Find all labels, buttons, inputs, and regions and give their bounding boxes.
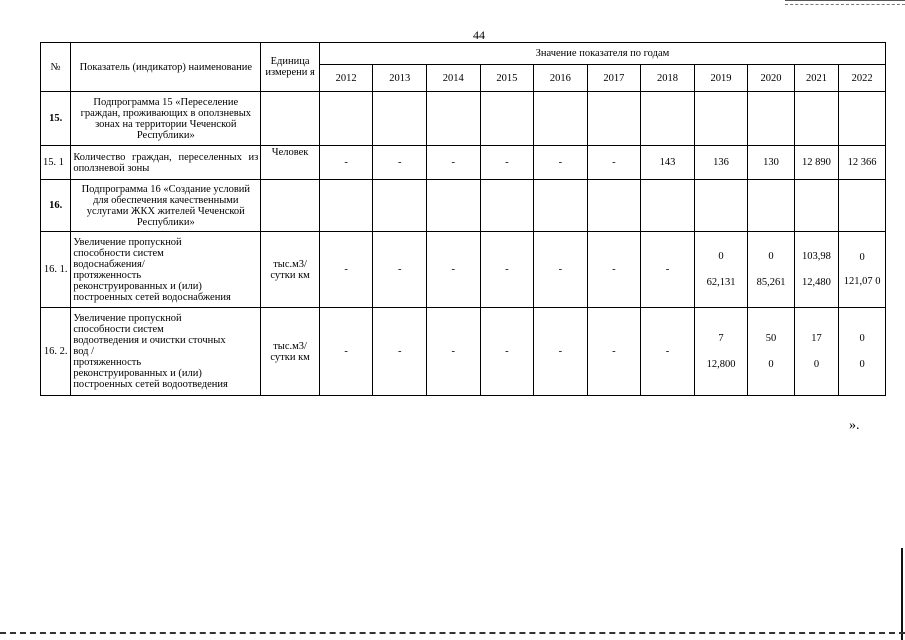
header-row-top bbox=[41, 43, 886, 65]
value-cell: - bbox=[480, 146, 534, 180]
value-cell: - bbox=[427, 308, 481, 396]
value-cell-dual bbox=[794, 308, 838, 396]
table-row-15-1 bbox=[41, 146, 886, 180]
year-header: 2013 bbox=[373, 65, 427, 92]
value-bottom: 12,480 bbox=[802, 277, 831, 288]
value-cell: - bbox=[641, 308, 695, 396]
value-cell-dual bbox=[748, 232, 794, 308]
value-cell bbox=[534, 92, 588, 146]
year-header: 2012 bbox=[319, 65, 373, 92]
row-name bbox=[71, 232, 261, 308]
year-header: 2022 bbox=[839, 65, 886, 92]
value-bottom: 85,261 bbox=[756, 277, 786, 288]
value-cell: - bbox=[587, 146, 641, 180]
value-cell: - bbox=[587, 308, 641, 396]
row-name-line: реконструированных и (или) bbox=[73, 368, 202, 379]
value-cell: - bbox=[480, 308, 534, 396]
value-cell bbox=[748, 180, 794, 232]
value-cell: 12 366 bbox=[839, 146, 886, 180]
value-cell: - bbox=[319, 146, 373, 180]
value-cell bbox=[480, 180, 534, 232]
value-cell bbox=[534, 180, 588, 232]
year-header: 2021 bbox=[794, 65, 838, 92]
year-header: 2015 bbox=[480, 65, 534, 92]
value-cell: - bbox=[427, 232, 481, 308]
row-name-line: построенных сетей водоснабжения bbox=[73, 291, 231, 303]
row-name-line: способности систем bbox=[73, 324, 164, 335]
value-cell: 143 bbox=[641, 146, 695, 180]
value-top: 0 bbox=[859, 333, 865, 344]
year-header: 2018 bbox=[641, 65, 695, 92]
row-num: 15. 1 bbox=[41, 146, 71, 180]
row-num: 16. 1. bbox=[41, 232, 71, 308]
indicator-table bbox=[40, 42, 886, 396]
value-cell bbox=[319, 180, 373, 232]
value-cell bbox=[427, 92, 481, 146]
value-cell: - bbox=[534, 308, 588, 396]
row-name-line: построенных сетей водоотведения bbox=[73, 379, 228, 390]
row-unit bbox=[261, 92, 320, 146]
table-row-subprogram-16 bbox=[41, 180, 886, 232]
value-cell-dual bbox=[839, 232, 886, 308]
value-bottom: 121,07 0 bbox=[843, 275, 881, 287]
value-bottom: 0 bbox=[859, 359, 865, 370]
value-bottom: 62,131 bbox=[706, 277, 736, 288]
closing-quote-mark: ». bbox=[849, 418, 860, 433]
top-edge-line bbox=[785, 0, 905, 5]
row-name bbox=[71, 308, 261, 396]
value-top: 0 bbox=[859, 251, 865, 263]
value-cell: - bbox=[534, 232, 588, 308]
value-cell bbox=[587, 180, 641, 232]
value-cell bbox=[373, 180, 427, 232]
value-cell: 12 890 bbox=[794, 146, 838, 180]
row-name-line: Увеличение пропускной bbox=[73, 236, 182, 248]
value-cell: - bbox=[373, 146, 427, 180]
value-cell bbox=[641, 92, 695, 146]
value-top: 0 bbox=[768, 251, 774, 262]
value-top: 103,98 bbox=[802, 251, 831, 262]
value-cell bbox=[839, 92, 886, 146]
row-num: 16. 2. bbox=[41, 308, 71, 396]
value-bottom: 0 bbox=[813, 359, 820, 370]
year-header: 2019 bbox=[694, 65, 748, 92]
header-num: № bbox=[41, 43, 71, 92]
year-header: 2014 bbox=[427, 65, 481, 92]
row-name: Количество граждан, переселенных из оползневой зоны bbox=[71, 146, 261, 180]
value-cell: - bbox=[319, 232, 373, 308]
row-name-line: водоснабжения/ bbox=[73, 258, 145, 270]
scan-edge-mark bbox=[901, 548, 903, 640]
value-cell bbox=[319, 92, 373, 146]
year-header: 2020 bbox=[748, 65, 794, 92]
table-row-16-1 bbox=[41, 232, 886, 308]
value-cell: - bbox=[480, 232, 534, 308]
header-indicator: Показатель (индикатор) наименование bbox=[71, 43, 261, 92]
value-cell bbox=[748, 92, 794, 146]
row-unit: тыс.м3/ сутки км bbox=[261, 232, 320, 308]
value-cell: - bbox=[427, 146, 481, 180]
value-top: 50 bbox=[765, 333, 777, 344]
row-unit: тыс.м3/ сутки км bbox=[261, 308, 320, 396]
row-name: Подпрограмма 16 «Создание условий для обеспечения качественными услугами ЖКХ жителей Чеченской Республики» bbox=[71, 180, 261, 232]
row-name-line: Увеличение пропускной bbox=[73, 313, 182, 324]
value-top: 17 bbox=[811, 333, 822, 344]
value-cell bbox=[480, 92, 534, 146]
row-name-line: протяженность bbox=[73, 357, 142, 368]
value-cell-dual bbox=[748, 308, 794, 396]
value-cell bbox=[794, 92, 838, 146]
value-cell bbox=[427, 180, 481, 232]
value-top: 7 bbox=[718, 333, 724, 344]
row-num: 16. bbox=[41, 180, 71, 232]
value-cell-dual bbox=[694, 232, 748, 308]
value-cell bbox=[694, 92, 748, 146]
value-cell: - bbox=[641, 232, 695, 308]
row-name: Подпрограмма 15 «Переселение граждан, проживающих в оползневых зонах на территории Чеченской Республики» bbox=[71, 92, 261, 146]
table-row-16-2 bbox=[41, 308, 886, 396]
value-cell bbox=[587, 92, 641, 146]
value-cell bbox=[839, 180, 886, 232]
table-row-subprogram-15 bbox=[41, 92, 886, 146]
value-cell: - bbox=[319, 308, 373, 396]
row-name-line: вод / bbox=[73, 346, 95, 357]
value-cell: - bbox=[587, 232, 641, 308]
value-cell: - bbox=[373, 308, 427, 396]
row-name-line: способности систем bbox=[73, 247, 164, 259]
value-cell: 130 bbox=[748, 146, 794, 180]
value-bottom: 12,800 bbox=[706, 359, 736, 370]
year-header: 2016 bbox=[534, 65, 588, 92]
value-cell bbox=[641, 180, 695, 232]
year-header: 2017 bbox=[587, 65, 641, 92]
row-name-line: протяженность bbox=[73, 269, 142, 281]
value-top: 0 bbox=[718, 251, 724, 262]
row-unit: Человек bbox=[261, 146, 320, 180]
header-values-by-year: Значение показателя по годам bbox=[319, 43, 885, 65]
page-number: 44 bbox=[473, 28, 485, 42]
value-cell bbox=[373, 92, 427, 146]
value-cell: 136 bbox=[694, 146, 748, 180]
row-name-line: реконструированных и (или) bbox=[73, 280, 202, 292]
value-cell: - bbox=[373, 232, 427, 308]
value-cell bbox=[794, 180, 838, 232]
value-cell-dual bbox=[794, 232, 838, 308]
header-unit: Единица измерени я bbox=[261, 43, 320, 92]
value-cell bbox=[694, 180, 748, 232]
row-name-line: водоотведения и очистки сточных bbox=[73, 335, 226, 346]
row-num: 15. bbox=[41, 92, 71, 146]
scan-bottom-line bbox=[0, 632, 905, 634]
value-cell-dual bbox=[839, 308, 886, 396]
row-unit bbox=[261, 180, 320, 232]
value-cell: - bbox=[534, 146, 588, 180]
value-bottom: 0 bbox=[768, 359, 774, 370]
value-cell-dual bbox=[694, 308, 748, 396]
